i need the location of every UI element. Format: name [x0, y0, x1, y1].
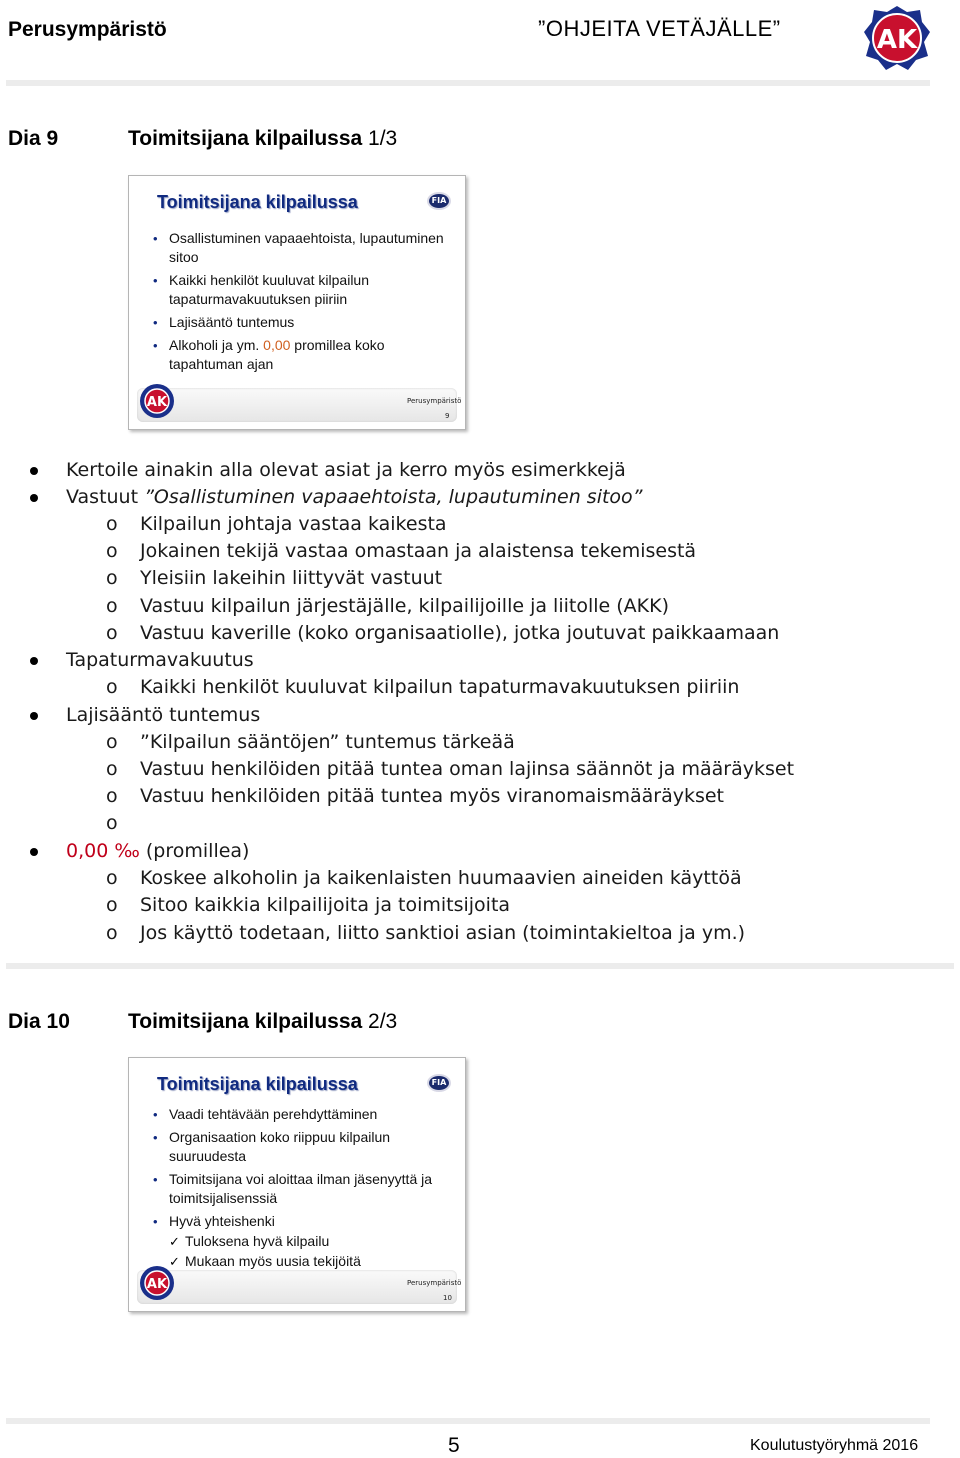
akk-logo-icon: [862, 4, 932, 72]
notes-line: Tapaturmavakuutus: [66, 649, 254, 671]
slide-9-footer-text: Perusympäristö: [407, 397, 462, 405]
sub-marker: o: [106, 567, 118, 589]
notes-line: Lajisääntö tuntemus: [66, 704, 261, 726]
slide-9: [128, 175, 466, 430]
slide-10-footer-text: Perusympäristö: [407, 1279, 462, 1287]
notes-sub-line: Vastuu henkilöiden pitää tuntea oman lajinsa säännöt ja määräykset: [140, 758, 795, 780]
notes-line: [66, 486, 643, 508]
svg-text:AK: AK: [146, 395, 168, 410]
notes-sub-line: Kilpailun johtaja vastaa kaikesta: [140, 513, 447, 535]
slide-9-bullet4-red: 0,00: [263, 337, 291, 353]
notes-l5-red: 0,00 ‰: [66, 840, 140, 862]
notes-l2-italic: ”Osallistuminen vapaaehtoista, lupautuminen sitoo”: [144, 486, 643, 508]
dia10-label: Dia 10: [8, 1010, 70, 1033]
notes-l2-prefix: Vastuut: [66, 486, 145, 508]
footer-divider: [6, 1418, 930, 1424]
slide-9-title: Toimitsijana kilpailussa: [157, 192, 358, 212]
dia9-label: Dia 9: [8, 127, 59, 150]
fia-logo-icon: FIA: [427, 192, 451, 210]
slide-9-bullet4-suffix: promillea koko tapahtuman ajan: [169, 337, 385, 372]
sub-marker: o: [106, 894, 118, 916]
bullet-dot: [30, 467, 38, 475]
slide-10-bullet: • Toimitsijana voi aloittaa ilman jäsenyyttä ja toimitsijalisenssiä: [149, 1170, 449, 1208]
bullet-dot: [30, 494, 38, 502]
header-divider: [6, 80, 930, 86]
notes-sub-line: Vastuu kilpailun järjestäjälle, kilpailijoille ja liitolle (AKK): [140, 595, 669, 617]
dia10-part: 2/3: [368, 1010, 398, 1033]
slide-10-bullets: [149, 1105, 449, 1275]
notes-line: [66, 840, 249, 862]
dia10-title: [128, 1010, 397, 1034]
sub-marker: o: [106, 758, 118, 780]
notes-sub-line: Koskee alkoholin ja kaikenlaisten huumaavien aineiden käyttöä: [140, 867, 742, 889]
dia9-title: [128, 127, 397, 151]
slide-10: [128, 1057, 466, 1312]
page-number: 5: [448, 1434, 460, 1457]
header-subtitle: ”OHJEITA VETÄJÄLLE”: [538, 16, 781, 41]
sub-marker: o: [106, 731, 118, 753]
slide-9-bullet: • Kaikki henkilöt kuuluvat kilpailun tapaturmavakuutuksen piiriin: [149, 271, 449, 309]
fia-logo-icon: FIA: [427, 1074, 451, 1092]
dia9-title-text: Toimitsijana kilpailussa: [128, 127, 363, 150]
bullet-dot: [30, 657, 38, 665]
slide-10-bullet: • Vaadi tehtävään perehdyttäminen: [149, 1105, 449, 1124]
slide-9-bullet: • Osallistuminen vapaaehtoista, lupautuminen sitoo: [149, 229, 449, 267]
notes-line: Kertoile ainakin alla olevat asiat ja kerro myös esimerkkejä: [66, 459, 626, 481]
sub-marker: o: [106, 785, 118, 807]
footer-organization: Koulutustyöryhmä 2016: [750, 1437, 919, 1454]
slide-10-title: Toimitsijana kilpailussa: [157, 1074, 358, 1094]
dia10-title-text: Toimitsijana kilpailussa: [128, 1010, 363, 1033]
slide-10-page-number: 10: [443, 1294, 452, 1302]
header-title: Perusympäristö: [8, 18, 167, 41]
sub-marker: o: [106, 676, 118, 698]
notes-sub-line: Vastuu henkilöiden pitää tuntea myös viranomaismääräykset: [140, 785, 724, 807]
slide-10-bullet: • Hyvä yhteishenki: [149, 1212, 449, 1231]
notes-sub-line: Jos käyttö todetaan, liitto sanktioi asian (toimintakieltoa ja ym.): [140, 922, 746, 944]
slide-9-bullet: • Lajisääntö tuntemus: [149, 313, 449, 332]
notes-sub-line: Vastuu kaverille (koko organisaatiolle), jotka joutuvat paikkaamaan: [140, 622, 780, 644]
slide-9-bullets: [149, 229, 449, 378]
slide-9-page-number: 9: [445, 412, 450, 420]
slide-10-check-item: ✓ Mukaan myös uusia tekijöitä: [149, 1252, 449, 1271]
sub-marker: o: [106, 622, 118, 644]
slide-9-bullet: [149, 336, 449, 374]
notes-sub-line: Sitoo kaikkia kilpailijoita ja toimitsijoita: [140, 894, 511, 916]
notes-l5-rest: (promillea): [139, 840, 250, 862]
sub-marker: o: [106, 812, 118, 834]
sub-marker: o: [106, 595, 118, 617]
notes-sub-line: Yleisiin lakeihin liittyvät vastuut: [140, 567, 443, 589]
notes-sub-line: Kaikki henkilöt kuuluvat kilpailun tapaturmavakuutuksen piiriin: [140, 676, 740, 698]
slide-10-footer-bar: [137, 1270, 457, 1304]
bullet-dot: [30, 848, 38, 856]
dia10-heading: [8, 1010, 70, 1034]
slide-9-akk-logo-icon: [139, 383, 175, 423]
bullet-dot: [30, 712, 38, 720]
dia9-part: 1/3: [368, 127, 398, 150]
slide-9-bullet4-prefix: Alkoholi ja ym.: [169, 337, 264, 353]
svg-text:AK: AK: [146, 1277, 168, 1292]
sub-marker: o: [106, 922, 118, 944]
slide-10-bullet: • Organisaation koko riippuu kilpailun suuruudesta: [149, 1128, 449, 1166]
notes-sub-line: ”Kilpailun sääntöjen” tuntemus tärkeää: [140, 731, 515, 753]
slide-10-akk-logo-icon: [139, 1265, 175, 1305]
sub-marker: o: [106, 867, 118, 889]
sub-marker: o: [106, 513, 118, 535]
slide-9-footer-bar: [137, 388, 457, 422]
sub-marker: o: [106, 540, 118, 562]
notes-sub-line: Jokainen tekijä vastaa omastaan ja alaistensa tekemisestä: [140, 540, 697, 562]
svg-text:AK: AK: [876, 25, 918, 55]
section-divider: [6, 963, 954, 969]
slide-10-check-item: ✓ Tuloksena hyvä kilpailu: [149, 1232, 449, 1251]
dia9-heading: [8, 127, 58, 151]
